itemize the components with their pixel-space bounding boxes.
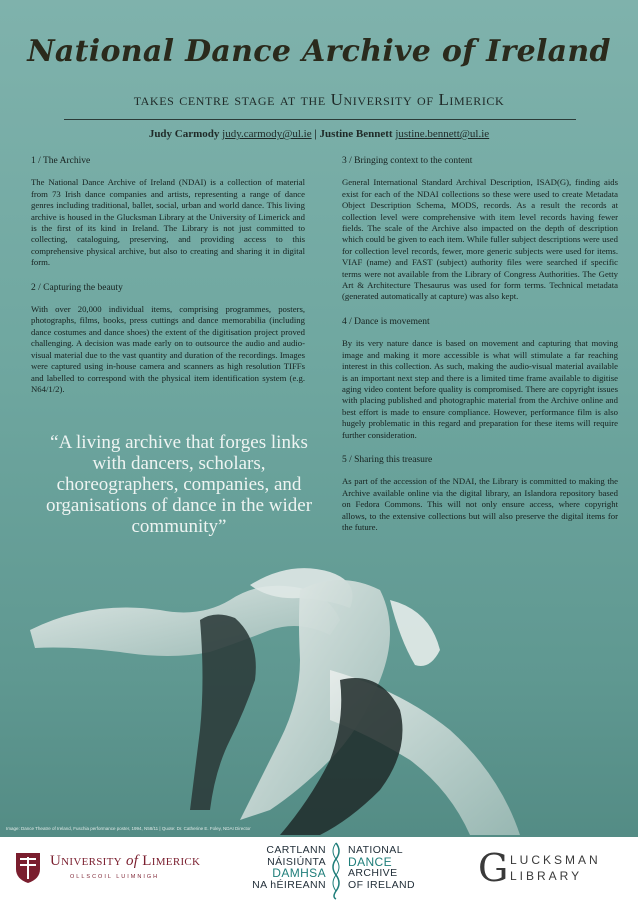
section-heading-capturing: 2 / Capturing the beauty bbox=[31, 282, 123, 293]
author-separator: | bbox=[314, 128, 317, 140]
author2-name: Justine Bennett bbox=[319, 128, 393, 140]
section-body-sharing: As part of the accession of the NDAI, the Library is committed to making the Archive available online via the digital library, an Islandora repository based on Fedora Commons. This will not only ensure access, where copyright allows, to the extensive collections but will also preserve the digital items for the future. bbox=[342, 476, 618, 532]
ndai-line-3: ARCHIVE bbox=[348, 867, 398, 879]
ul-of: of bbox=[125, 853, 139, 869]
ul-suffix: Limerick bbox=[142, 853, 201, 869]
ul-prefix: University bbox=[50, 853, 122, 869]
poster-title: National Dance Archive of Ireland bbox=[27, 34, 611, 69]
poster-subtitle: takes centre stage at the University of Limerick bbox=[133, 90, 505, 109]
section-body-context: General International Standard Archival Description, ISAD(G), finding aids exist for each of the NDAI collections so these were used to create Metadata Object Description Schema, MODS, records. As a result the records at collection level were comprehensive with item level records having fewer fields. The scale of the Archive also impacted on the depth of description which could be given to each item. While fuller subject descriptions were used for collection level records, fewer, more generic subjects were used for items. VIAF (name) and FAST (subject) authority files were searched if specific terms were not available from the Library of Congress Authorities. The Getty Art & Architecture Thesaurus was used for form terms. Technical metadata (generated automatically at capture) was also kept. bbox=[342, 177, 618, 302]
glucksman-g-letter: G bbox=[478, 846, 509, 890]
author1-email-link[interactable]: judy.carmody@ul.ie bbox=[222, 128, 312, 140]
cartlann-wordmark bbox=[244, 845, 326, 891]
right-column bbox=[342, 156, 618, 547]
cartlann-line-2: NÁISIÚNTA bbox=[267, 855, 326, 868]
author1-name: Judy Carmody bbox=[148, 128, 220, 140]
author2-email-link[interactable]: justine.bennett@ul.ie bbox=[395, 128, 490, 140]
glucksman-bottom: LIBRARY bbox=[510, 869, 583, 883]
section-heading-archive: 1 / The Archive bbox=[31, 156, 91, 166]
footer-logos bbox=[0, 837, 638, 903]
section-body-archive: The National Dance Archive of Ireland (NDAI) is a collection of material from 73 Irish dance companies and artists, representing a range of dance genres including traditional, ballet, social, urban and world dance. This living archive is housed in the Glucksman Library at the University of Limerick and is the first of its kind in Ireland. The Library is not just committed to collecting, cataloguing, preserving, and providing access to this comprehensive physical archive, but also to creating and sharing it in digital form. bbox=[31, 177, 305, 268]
section-body-capturing: With over 20,000 individual items, comprising programmes, posters, photographs, films, books, press cuttings and dance memorabilia (including dance costumes and dance shoes) the extent of the digitisation project proved challenging. A decision was made early on to outsource the audio and audio-visual material due to the vast quantity and duration of the recordings. Images were captured using in-house camera and scanners as high resolution TIFFs and labelled to correspond with the physical item identification system (e.g. N64/1/2). bbox=[31, 304, 305, 394]
ul-irish-name: OLLSCOIL LUIMNIGH bbox=[70, 874, 160, 880]
cartlann-line-4: NA hÉIREANN bbox=[252, 878, 326, 891]
title-divider bbox=[64, 119, 576, 120]
section-heading-movement: 4 / Dance is movement bbox=[342, 316, 430, 327]
cartlann-line-1: CARTLANN bbox=[266, 844, 326, 856]
left-column bbox=[31, 156, 305, 409]
image-credit: Image: Dance Theatre of Ireland, Fuschia performance poster, 1994, N58/11 | Quote: Dr. Catherine E. Foley, NDAI Director bbox=[6, 826, 251, 831]
section-heading-context: 3 / Bringing context to the content bbox=[342, 156, 473, 166]
ul-crest-icon bbox=[14, 851, 42, 885]
cartlann-line-3: DAMHSA bbox=[272, 866, 326, 880]
ndai-line-4: OF IRELAND bbox=[348, 878, 416, 891]
ndai-line-2: DANCE bbox=[348, 854, 393, 869]
ndai-swirl-icon bbox=[328, 841, 344, 901]
section-heading-sharing: 5 / Sharing this treasure bbox=[342, 454, 433, 465]
pull-quote: “A living archive that forges links with dancers, scholars, choreographers, companies, and organisations of dance in the wider community” bbox=[45, 432, 313, 537]
ul-wordmark bbox=[50, 853, 200, 870]
ndai-wordmark bbox=[348, 845, 430, 891]
glucksman-top: LUCKSMAN bbox=[510, 853, 601, 867]
author-line bbox=[0, 128, 638, 140]
dancers-photo bbox=[0, 560, 638, 835]
section-body-movement: By its very nature dance is based on movement and capturing that moving image and making it more accessible is what will stimulate a far reaching interest in this collection. As such, making the audio-visual material available is an important next step and there is a limited time frame available to digitise aging video content before quality is compromised. There are copyright issues with placing published and photographic material from the Archive online and best effort is made to ensure compliance. However, performance film is also hugely problematic in this regard and preparation for these items will require further consideration. bbox=[342, 338, 618, 440]
ndai-line-1: NATIONAL bbox=[348, 844, 403, 856]
